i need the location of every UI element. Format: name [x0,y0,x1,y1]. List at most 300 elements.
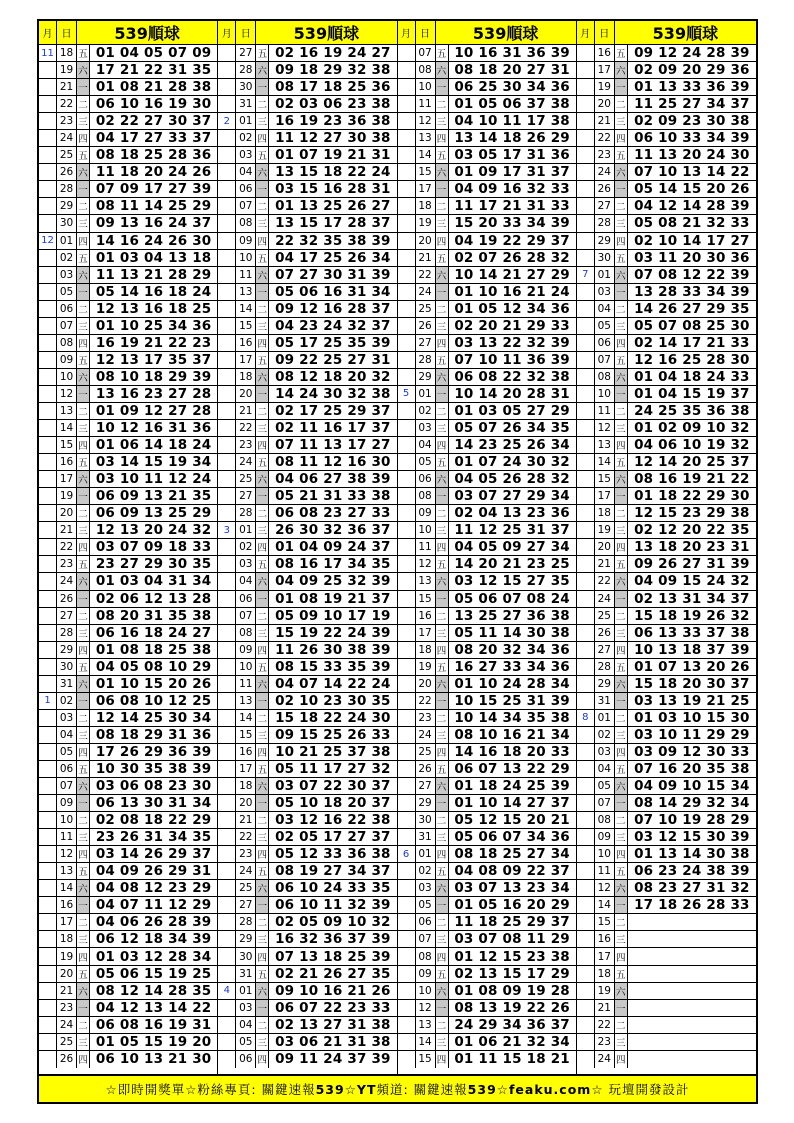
month-cell [577,863,595,879]
draw-row [398,1017,576,1034]
draw-row [39,215,217,232]
weekday-cell: 六 [615,62,628,78]
numbers-cell: 08 18 25 28 36 [95,147,212,164]
month-cell [398,198,416,214]
weekday-cell: 三 [77,727,90,743]
numbers-cell: 10 12 16 31 36 [95,420,212,437]
numbers-cell [628,948,756,964]
draw-row [398,352,576,369]
day-cell: 06 [595,335,615,351]
weekday-cell: 二 [436,96,449,112]
month-cell [218,164,236,180]
day-cell: 10 [595,846,615,862]
weekday-cell: 三 [77,522,90,538]
numbers-cell: 04 19 22 29 37 [454,232,570,249]
day-cell: 30 [57,215,77,231]
day-cell: 31 [57,676,77,692]
day-cell: 07 [57,318,77,334]
day-cell: 23 [57,113,77,129]
numbers-cell: 08 15 33 35 39 [275,658,391,675]
weekday-cell: 五 [436,250,449,266]
numbers-cell: 01 03 05 27 29 [454,403,570,419]
day-cell: 02 [57,693,77,709]
numbers-cell: 03 07 22 30 37 [275,778,391,795]
month-cell [39,846,57,862]
numbers-cell: 11 12 27 30 38 [275,130,391,147]
day-cell: 31 [236,966,256,982]
weekday-cell: 五 [436,659,449,675]
draw-row [218,301,396,318]
numbers-cell [628,914,756,930]
weekday-cell: 四 [256,846,269,862]
month-cell: 7 [577,267,595,283]
numbers-cell: 02 16 19 24 27 [275,45,391,62]
draw-row [39,96,217,113]
draw-row [577,727,756,744]
day-cell: 01 [416,386,436,402]
draw-row [577,1051,756,1068]
day-cell: 22 [416,693,436,709]
numbers-cell: 02 20 21 29 33 [454,317,570,334]
weekday-cell: 三 [256,625,269,641]
draw-row [577,659,756,676]
day-cell: 09 [236,233,256,249]
month-cell [218,863,236,879]
draw-row [398,420,576,437]
day-cell: 26 [595,181,615,197]
weekday-cell: 二 [77,710,90,726]
day-cell: 25 [57,147,77,163]
numbers-cell [628,931,756,947]
month-cell [39,625,57,641]
day-cell: 05 [57,284,77,300]
weekday-cell: 三 [256,522,269,538]
numbers-cell: 02 05 09 10 32 [275,914,391,931]
numbers-cell: 10 21 25 37 38 [275,743,391,760]
weekday-cell: 四 [615,130,628,146]
day-cell: 07 [595,352,615,368]
month-cell [398,966,416,982]
day-cell: 07 [236,198,256,214]
day-cell: 25 [595,608,615,624]
day-cell: 18 [236,778,256,794]
weekday-cell: 三 [256,727,269,743]
footer-text-2: ☆ [344,1081,357,1097]
weekday-cell: 四 [615,437,628,453]
day-cell: 27 [416,778,436,794]
day-cell: 09 [416,966,436,982]
month-cell [577,215,595,231]
month-cell: 12 [39,233,57,249]
day-cell: 23 [416,710,436,726]
numbers-cell: 09 10 16 21 26 [275,982,391,999]
weekday-cell: 六 [615,676,628,692]
draw-row [577,335,756,352]
weekday-cell: 四 [436,130,449,146]
numbers-cell: 26 30 32 36 37 [275,522,391,539]
month-cell [39,62,57,78]
draw-row [398,284,576,301]
weekday-cell: 五 [77,761,90,777]
day-cell: 20 [57,966,77,982]
draw-row [218,181,396,198]
weekday-cell: 六 [436,778,449,794]
day-cell: 30 [595,250,615,266]
month-cell [577,676,595,692]
draw-row [577,1034,756,1051]
numbers-cell: 09 26 27 31 39 [634,556,750,573]
numbers-cell: 03 15 16 28 31 [275,181,391,198]
day-cell: 22 [57,539,77,555]
month-cell [577,318,595,334]
day-cell: 05 [416,454,436,470]
weekday-cell: 一 [256,591,269,607]
footer-text-4: ☆ [496,1081,509,1097]
weekday-cell: 三 [256,318,269,334]
numbers-cell: 14 24 30 32 38 [275,385,391,402]
numbers-cell: 10 14 34 35 38 [454,709,570,726]
numbers-cell: 01 08 19 21 37 [275,590,391,607]
draw-row [218,539,396,556]
weekday-cell: 五 [615,454,628,470]
draw-row [577,233,756,250]
day-cell: 09 [595,829,615,845]
day-cell: 18 [416,642,436,658]
month-cell [39,1000,57,1016]
weekday-cell: 一 [436,488,449,504]
month-cell [39,318,57,334]
numbers-cell: 12 14 25 30 34 [95,709,212,726]
weekday-cell: 五 [256,352,269,368]
month-cell [39,198,57,214]
month-header: 月 [577,21,595,44]
month-cell [398,62,416,78]
weekday-cell: 四 [256,948,269,964]
day-cell: 21 [57,79,77,95]
numbers-cell: 11 26 30 38 39 [275,641,391,658]
numbers-cell: 10 14 20 28 31 [454,385,570,402]
weekday-cell: 三 [615,727,628,743]
month-cell [218,966,236,982]
numbers-cell: 10 14 21 27 29 [454,266,570,283]
day-cell: 20 [416,676,436,692]
draw-row [577,113,756,130]
numbers-cell: 06 10 13 21 30 [95,1051,212,1068]
numbers-cell: 05 21 31 33 38 [275,488,391,505]
numbers-cell: 04 17 25 26 34 [275,249,391,266]
month-cell [39,676,57,692]
weekday-cell: 五 [436,147,449,163]
draw-row [577,591,756,608]
draw-row [39,369,217,386]
weekday-cell: 四 [77,948,90,964]
month-cell [39,829,57,845]
day-cell: 28 [595,215,615,231]
day-cell: 18 [416,198,436,214]
month-cell [39,335,57,351]
numbers-cell: 08 10 18 29 39 [95,368,212,385]
draw-row [39,539,217,556]
weekday-cell: 一 [77,693,90,709]
day-cell: 24 [236,863,256,879]
numbers-cell: 01 07 24 30 32 [454,454,570,471]
numbers-cell: 08 13 19 22 26 [454,999,570,1016]
weekday-cell: 五 [436,966,449,982]
numbers-cell: 13 15 17 28 37 [275,215,391,232]
footer-text-1: ☆即時開獎單☆粉絲專頁: 關鍵速報 [105,1082,316,1097]
draw-row [218,386,396,403]
draw-row [218,471,396,488]
day-cell: 10 [57,369,77,385]
draw-row [577,403,756,420]
day-cell: 07 [236,608,256,624]
weekday-cell: 一 [436,591,449,607]
day-cell: 13 [236,284,256,300]
month-cell [39,267,57,283]
day-cell: 15 [236,318,256,334]
weekday-cell: 六 [615,880,628,896]
day-cell: 16 [236,744,256,760]
draw-row [39,403,217,420]
month-cell [577,642,595,658]
numbers-cell: 03 06 08 23 30 [95,778,212,795]
draw-row [577,1000,756,1017]
day-cell: 31 [416,829,436,845]
weekday-cell: 二 [256,198,269,214]
numbers-cell: 13 25 27 36 38 [454,607,570,624]
day-cell: 26 [416,761,436,777]
weekday-cell: 一 [256,386,269,402]
draw-row [577,147,756,164]
month-cell [577,948,595,964]
month-cell [398,625,416,641]
draw-row [577,914,756,931]
weekday-cell: 一 [615,181,628,197]
numbers-cell: 17 18 26 28 33 [634,897,750,914]
month-cell [218,591,236,607]
month-cell: 3 [218,522,236,538]
draw-row [577,352,756,369]
day-cell: 12 [416,556,436,572]
draw-row [398,880,576,897]
day-cell: 22 [595,1017,615,1033]
weekday-cell: 六 [77,778,90,794]
weekday-cell: 四 [436,539,449,555]
draw-row [218,113,396,130]
month-cell [398,130,416,146]
month-cell [218,710,236,726]
draw-row [39,130,217,147]
draw-row [398,181,576,198]
day-cell: 08 [57,335,77,351]
weekday-cell: 五 [77,454,90,470]
month-cell [577,45,595,61]
day-cell: 13 [416,1017,436,1033]
draw-row [218,284,396,301]
weekday-cell: 一 [77,284,90,300]
draw-row [218,948,396,965]
weekday-cell: 一 [615,591,628,607]
draw-row [577,471,756,488]
month-cell [39,181,57,197]
weekday-cell: 二 [77,914,90,930]
weekday-cell: 二 [256,608,269,624]
weekday-cell: 一 [615,386,628,402]
month-cell [39,914,57,930]
numbers-cell: 07 08 12 22 39 [634,266,750,283]
draw-row [218,96,396,113]
draw-row [577,795,756,812]
day-cell: 26 [595,625,615,641]
draw-row [577,948,756,965]
day-cell: 07 [595,795,615,811]
day-cell: 14 [236,301,256,317]
month-cell [398,181,416,197]
day-cell: 13 [236,693,256,709]
month-cell [218,880,236,896]
numbers-cell: 01 13 33 36 39 [634,79,750,96]
numbers-cell: 16 27 33 34 36 [454,658,570,675]
day-cell: 27 [236,488,256,504]
month-cell [577,352,595,368]
day-header: 日 [595,21,615,44]
month-cell [39,897,57,913]
draw-row [577,556,756,573]
numbers-cell: 12 13 20 24 32 [95,522,212,539]
month-cell [218,45,236,61]
day-cell: 08 [416,488,436,504]
weekday-cell: 二 [77,1017,90,1033]
weekday-cell: 二 [615,914,628,930]
draw-row [398,1000,576,1017]
weekday-cell: 四 [436,335,449,351]
day-cell: 16 [236,335,256,351]
weekday-cell: 一 [256,795,269,811]
month-cell [398,301,416,317]
numbers-cell: 03 13 22 32 39 [454,334,570,351]
numbers-cell: 01 10 16 21 24 [454,283,570,300]
footer-text-5: ☆ 玩壇開發設計 [591,1082,690,1097]
draw-row [577,284,756,301]
day-cell: 06 [236,181,256,197]
numbers-cell: 12 13 17 35 37 [95,351,212,368]
month-cell [218,573,236,589]
draw-row [218,62,396,79]
month-cell [398,505,416,521]
day-cell: 21 [595,113,615,129]
numbers-cell: 01 08 21 28 38 [95,79,212,96]
numbers-cell: 11 18 25 29 37 [454,914,570,931]
weekday-cell: 五 [256,556,269,572]
month-cell: 5 [398,386,416,402]
month-cell [577,914,595,930]
day-cell: 29 [57,198,77,214]
draw-row [398,966,576,983]
numbers-cell: 15 18 20 30 37 [634,675,750,692]
numbers-cell: 05 06 15 19 25 [95,965,212,982]
month-cell [218,812,236,828]
numbers-cell: 06 23 24 38 39 [634,863,750,880]
month-cell [39,1034,57,1050]
day-cell: 25 [57,1034,77,1050]
day-cell: 05 [236,1034,256,1050]
draw-row [398,744,576,761]
draw-row [398,948,576,965]
weekday-cell: 三 [615,1034,628,1050]
day-cell: 29 [236,931,256,947]
weekday-cell: 二 [77,812,90,828]
month-cell [218,914,236,930]
day-cell: 30 [236,948,256,964]
weekday-cell: 五 [77,45,90,61]
draw-row [218,437,396,454]
day-cell: 17 [595,948,615,964]
weekday-cell: 四 [615,642,628,658]
weekday-cell: 二 [256,914,269,930]
draw-row [398,573,576,590]
draw-row [218,454,396,471]
weekday-cell: 五 [615,45,628,61]
month-cell [398,573,416,589]
draw-row [218,829,396,846]
draw-row [39,437,217,454]
numbers-cell: 03 12 15 30 39 [634,829,750,846]
weekday-cell: 三 [436,420,449,436]
day-cell: 27 [236,45,256,61]
numbers-cell: 09 13 16 24 37 [95,215,212,232]
day-cell: 06 [57,761,77,777]
draw-row [398,96,576,113]
weekday-cell: 三 [615,215,628,231]
day-cell: 09 [416,505,436,521]
draw-row [39,113,217,130]
month-cell [398,369,416,385]
draw-row [218,608,396,625]
day-cell: 21 [595,556,615,572]
weekday-cell: 二 [77,301,90,317]
month-cell [218,1000,236,1016]
numbers-cell: 01 03 12 28 34 [95,948,212,965]
draw-row [218,556,396,573]
footer-bold-2: YT [356,1081,377,1097]
weekday-cell: 二 [77,198,90,214]
numbers-cell: 08 18 29 31 36 [95,726,212,743]
draw-row [39,983,217,1000]
numbers-cell: 01 04 05 07 09 [95,45,212,62]
month-cell [39,352,57,368]
draw-row [39,1051,217,1068]
month-cell [577,897,595,913]
month-cell: 2 [218,113,236,129]
month-cell [39,931,57,947]
draw-row [398,931,576,948]
weekday-cell: 四 [77,539,90,555]
month-cell [218,693,236,709]
draw-row [577,522,756,539]
draw-row [398,250,576,267]
month-cell [39,403,57,419]
day-cell: 19 [416,659,436,675]
weekday-cell: 五 [615,761,628,777]
weekday-cell: 一 [77,591,90,607]
month-cell [218,352,236,368]
day-cell: 24 [595,1051,615,1068]
draw-row [39,505,217,522]
month-cell [39,454,57,470]
numbers-cell: 06 09 13 21 35 [95,488,212,505]
day-cell: 07 [57,778,77,794]
weekday-cell: 五 [436,454,449,470]
